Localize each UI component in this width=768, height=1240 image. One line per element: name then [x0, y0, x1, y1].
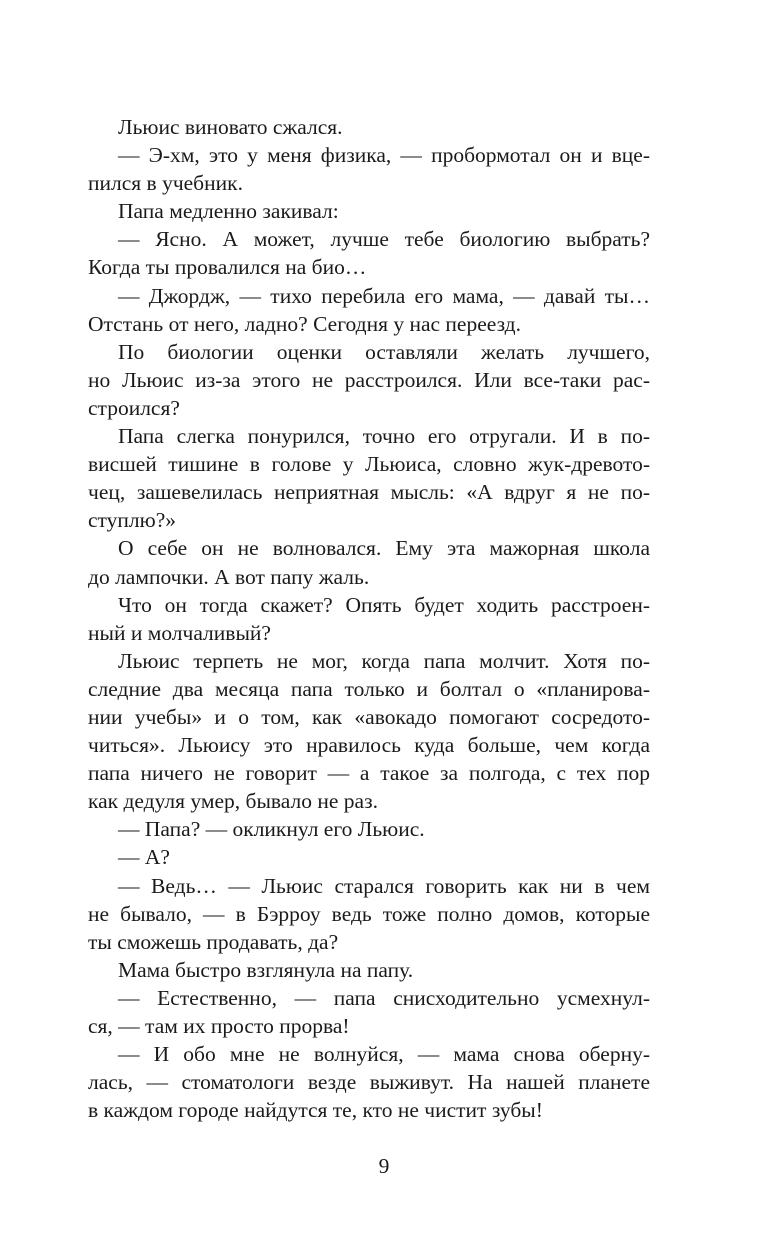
text-line: Льюис терпеть не мог, когда папа молчит. Хотя по-: [118, 648, 650, 673]
text-line: строился?: [88, 395, 180, 420]
page-number: 9: [378, 1154, 390, 1178]
text-line: как дедуля умер, бывало не раз.: [88, 789, 378, 814]
text-line: читься». Льюису это нравилось куда больше, чем когда: [88, 733, 650, 758]
text-line: Папа медленно закивал:: [118, 199, 339, 224]
text-line: — Ясно. А может, лучше тебе биологию выбрать?: [118, 227, 650, 252]
text-line: Льюис виновато сжался.: [118, 115, 343, 139]
text-line: О себе он не волновался. Ему эта мажорная школа: [118, 536, 650, 561]
text-line: Когда ты провалился на био…: [88, 255, 367, 280]
text-line: ся, — там их просто прорва!: [88, 1014, 350, 1038]
text-line: в каждом городе найдутся те, кто не чистит зубы!: [88, 1098, 543, 1123]
text-line: Папа слегка понурился, точно его отругали. И в по-: [118, 424, 650, 449]
text-line: — Естественно, — папа снисходительно усмехнул-: [118, 985, 650, 1010]
text-line: Что он тогда скажет? Опять будет ходить расстроен-: [118, 592, 650, 617]
text-line: пился в учебник.: [88, 171, 243, 196]
text-line: — Папа? — окликнул его Льюис.: [118, 817, 425, 842]
text-line: висшей тишине в голове у Льюиса, словно жук-древото-: [88, 452, 650, 477]
text-line: лась, — стоматологи везде выживут. На нашей планете: [88, 1070, 650, 1095]
text-line: нии учебы» и о том, как «авокадо помогают сосредото-: [88, 704, 650, 729]
text-line: Отстань от него, ладно? Сегодня у нас переезд.: [88, 311, 521, 336]
text-line: папа ничего не говорит — а такое за полгода, с тех пор: [88, 761, 650, 786]
text-line: — Ведь… — Льюис старался говорить как ни в чем: [118, 873, 650, 898]
text-line: ступлю?»: [88, 508, 176, 533]
text-line: чец, зашевелилась неприятная мысль: «А вдруг я не по-: [88, 480, 650, 505]
text-line: — Джордж, — тихо перебила его мама, — давай ты…: [118, 283, 650, 308]
page-text: [88, 113, 650, 1124]
text-line: — И обо мне не волнуйся, — мама снова оберну-: [118, 1042, 650, 1067]
text-line: Мама быстро взглянула на папу.: [118, 957, 414, 982]
text-line: ты сможешь продавать, да?: [88, 929, 339, 954]
text-line: — Э-хм, это у меня физика, — пробормотал он и вце-: [118, 143, 650, 168]
text-line: ный и молчаливый?: [88, 620, 271, 645]
text-line: но Льюис из-за этого не расстроился. Или все-таки рас-: [88, 367, 650, 392]
text-line: — А?: [118, 845, 170, 870]
text-line: до лампочки. А вот папу жаль.: [88, 564, 370, 589]
text-line: следние два месяца папа только и болтал о «планирова-: [88, 676, 650, 701]
text-line: По биологии оценки оставляли желать лучшего,: [118, 339, 650, 364]
text-line: не бывало, — в Бэрроу ведь тоже полно домов, которые: [88, 901, 650, 926]
